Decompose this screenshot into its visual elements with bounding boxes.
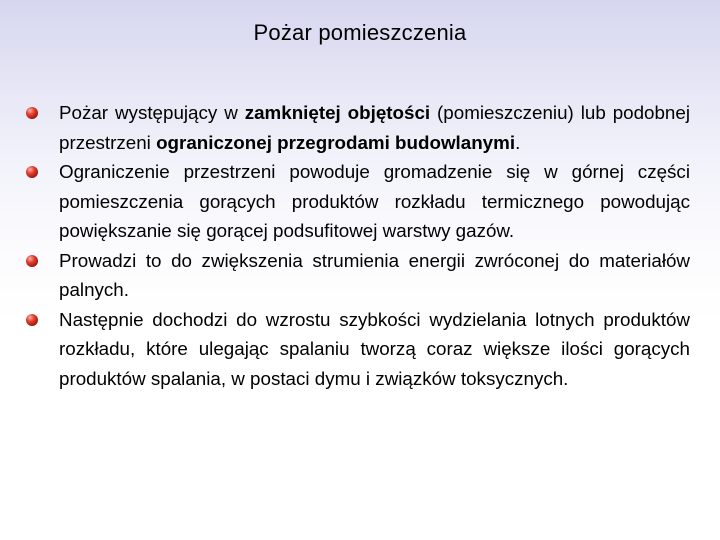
bullet-text-part: . [515, 131, 521, 153]
bullet-text [59, 102, 690, 153]
bullet-item [22, 157, 690, 246]
bullet-text-part: Pożar występujący w [59, 102, 245, 123]
bullet-ball-icon [26, 314, 38, 326]
bullet-ball-icon [26, 255, 38, 267]
bullet-text-bold: ograniczonej przegrodami budowlanymi [156, 131, 516, 153]
bullet-list [22, 98, 690, 393]
bullet-text: Prowadzi to do zwiększenia strumienia energii zwróconej do materiałów palnych. [59, 249, 690, 300]
bullet-item [22, 305, 690, 394]
bullet-text-bold: zamkniętej objętości [244, 102, 431, 123]
bullet-ball-icon [26, 166, 38, 178]
bullet-item [22, 246, 690, 305]
slide-title: Pożar pomieszczenia [253, 20, 467, 45]
bullet-text: Następnie dochodzi do wzrostu szybkości wydzielania lotnych produktów rozkładu, które ulegając spalaniu tworzą coraz większe ilości gorących produktów spalania, w postaci dymu i związków toksycznych. [59, 308, 690, 389]
bullet-text: Ograniczenie przestrzeni powoduje gromadzenie się w górnej części pomieszczenia gorących produktów rozkładu termicznego powodując powiększanie się gorącej podsufitowej warstwy gazów. [59, 161, 690, 241]
bullet-ball-icon [26, 107, 38, 119]
bullet-text-part: (pomieszczeniu) lub podobnej przestrzeni [59, 102, 690, 153]
bullet-item [22, 98, 690, 157]
